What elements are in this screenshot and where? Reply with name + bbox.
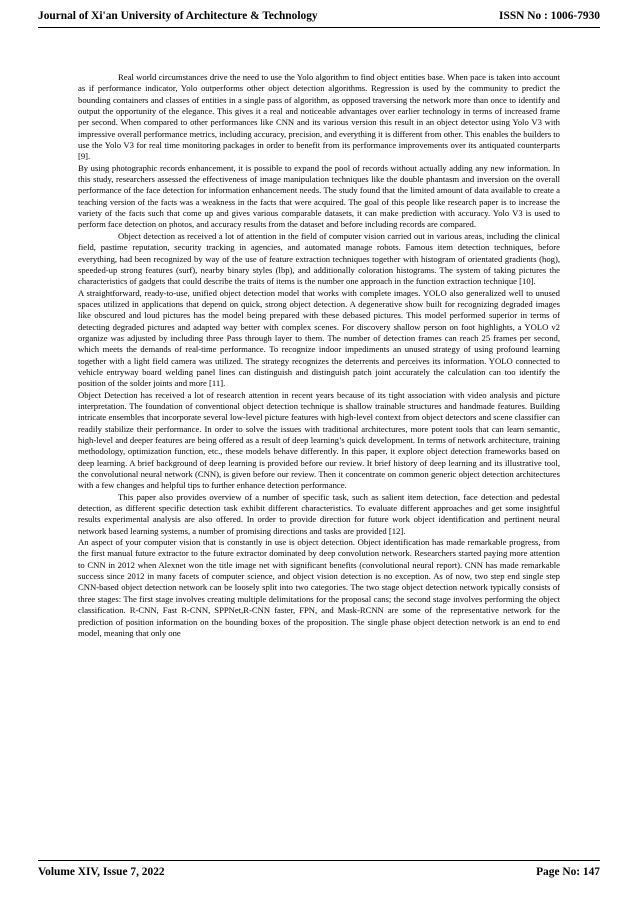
volume-issue: Volume XIV, Issue 7, 2022 bbox=[38, 866, 165, 878]
running-header bbox=[38, 10, 600, 26]
body-paragraph: An aspect of your computer vision that is constantly in use is object detection. Object identification has made remarkable progress, from the first manual future extractor to the future extractor dominated by deep convolution network. Researchers started paying more attention to CNN in 2012 when Alexnet won the title image net with significant benefits (convolutional neural report). CNN has made remarkable success since 2012 in many facets of computer science, and object vision detection is no exception. As of now, two step end single step CNN-based object detection network can be loosely split into two categories. The two stage object detection network typically consists of three stages: The first stage involves creating multiple delimitations for the proposal cans; the second stage involves performing the object classification. R-CNN, Fast R-CNN, SPPNet,R-CNN faster, FPN, and Mask-RCNN are some of the representative network for the prediction of position information on the bounding boxes of the proposition. The single phase object detection network is an end to end model, meaning that only one bbox=[78, 537, 560, 638]
body-paragraph: A straightforward, ready-to-use, unified object detection model that works with complete images. YOLO also generalized well to unused spaces utilized in applications that depend on quick, strong object detection. A degenerative show built for recognizing degraded images like obscured and loud pictures has the model being prepared with these debased pictures. This model performed superior in terms of detecting degraded pictures and adapted way better with complex scenes. For discovery shallow person on foot highlights, a YOLO v2 organize was adjusted by including three Pass through layer to them. The number of detection frames can reach 25 frames per second, which meets the demands of real-time performance. To recognize indoor impediments an unused strategy of using profound learning together with a light field camera was utilized. The strategy recognizes the deterrents and perceives its information. YOLO connected to vehicle entryway board welding panel lines can distinguish and distinguish patch joint accurately the calculation can too identify the position of the solder joints and more [11]. bbox=[78, 287, 560, 389]
body-paragraph: Object detection as received a lot of attention in the field of computer vision carried out in various areas, including the clinical field, pastime reputation, security tracking in agencies, and automated manage robots. Famous item detection techniques, before everything, had been recognized by way of the use of feature extraction techniques together with histogram of orientated gradients (hog), speeded-up strong features (surf), nearby binary styles (lbp), and additionally coloration histograms. The system of taking pictures the characteristics of gadgets that could describe the traits of items is the number one approach in the function extraction technique [10]. bbox=[78, 230, 560, 287]
journal-name: Journal of Xi'an University of Architecture & Technology bbox=[38, 10, 318, 22]
body-paragraph: By using photographic records enhancement, it is possible to expand the pool of records without actually adding any new information. In this study, researchers assessed the effectiveness of image manipulation techniques like the double phantasm and inversion on the overall performance of the face detection for information enhancement needs. The study found that the limited amount of data available to create a teaching version of the facts was a weakness in the facts that were acquired. The goal of this people like research paper is to increase the variety of the facts such that come up and gives various comparable datasets, it can make prediction with accuracy. Yolo V3 is used to perform face detection on photos, and accuracy results from the dataset and before including records are compared. bbox=[78, 162, 560, 230]
body-paragraph: This paper also provides overview of a number of specific task, such as salient item detection, face detection and pedestal detection, as different specific detection task exhibit different characteristics. To evaluate different approaches and get some insightful results experimental analysis are also offered. In order to provide direction for future work object identification and pertinent neural network based learning systems, a number of promising directions and tasks are provided [12]. bbox=[78, 491, 560, 536]
footer-divider bbox=[38, 860, 600, 861]
issn-number: ISSN No : 1006-7930 bbox=[499, 10, 600, 22]
body-paragraph: Object Detection has received a lot of research attention in recent years because of its tight association with video analysis and picture interpretation. The foundation of conventional object detection technique is shallow trainable structures and handmade features. Building intricate ensembles that incorporate several low-level picture features with high-level context from object detectors and scene classifier can readily stabilize their performance. In order to solve the issues with traditional architectures, more potent tools that can learn semantic, high-level and deeper features are being offered as a result of deep learning’s quick development. In terms of network architecture, training methodology, optimization function, etc., these models behave differently. In this paper, it explore object detection frameworks based on deep learning. A brief background of deep learning is provided before our review. It brief history of deep learning and its illustrative tool, the convolutional neural network (CNN), is given before our review. Then it concentrate on common generic object detection architectures with a few changes and helpful tips to further enhance detection performance. bbox=[78, 389, 560, 491]
header-divider bbox=[38, 27, 600, 28]
body-paragraph: Real world circumstances drive the need to use the Yolo algorithm to find object entities base. When pace is taken into account as if performance indicator, Yolo outperforms other object detection algorithms. Regression is used by the community to predict the bounding containers and classes of entities in a single pass of algorithm, as opposed traversing the network more than once to identify and output the opportunity of the elegance. This gives it a real and noticeable advantages over earlier technology in terms of increased frame per second. When compared to other performances like CNN and its various version this result in an object detector using Yolo V3 with impressive overall performance metrics, including accuracy, precision, and everything it is different from other. This enables the builders to use the Yolo V3 for real time monitoring packages in order to benefit from its performance improvements over its antiquated counterparts [9]. bbox=[78, 72, 560, 162]
article-body bbox=[78, 72, 560, 639]
running-footer bbox=[38, 866, 600, 882]
page-number: Page No: 147 bbox=[536, 866, 600, 878]
